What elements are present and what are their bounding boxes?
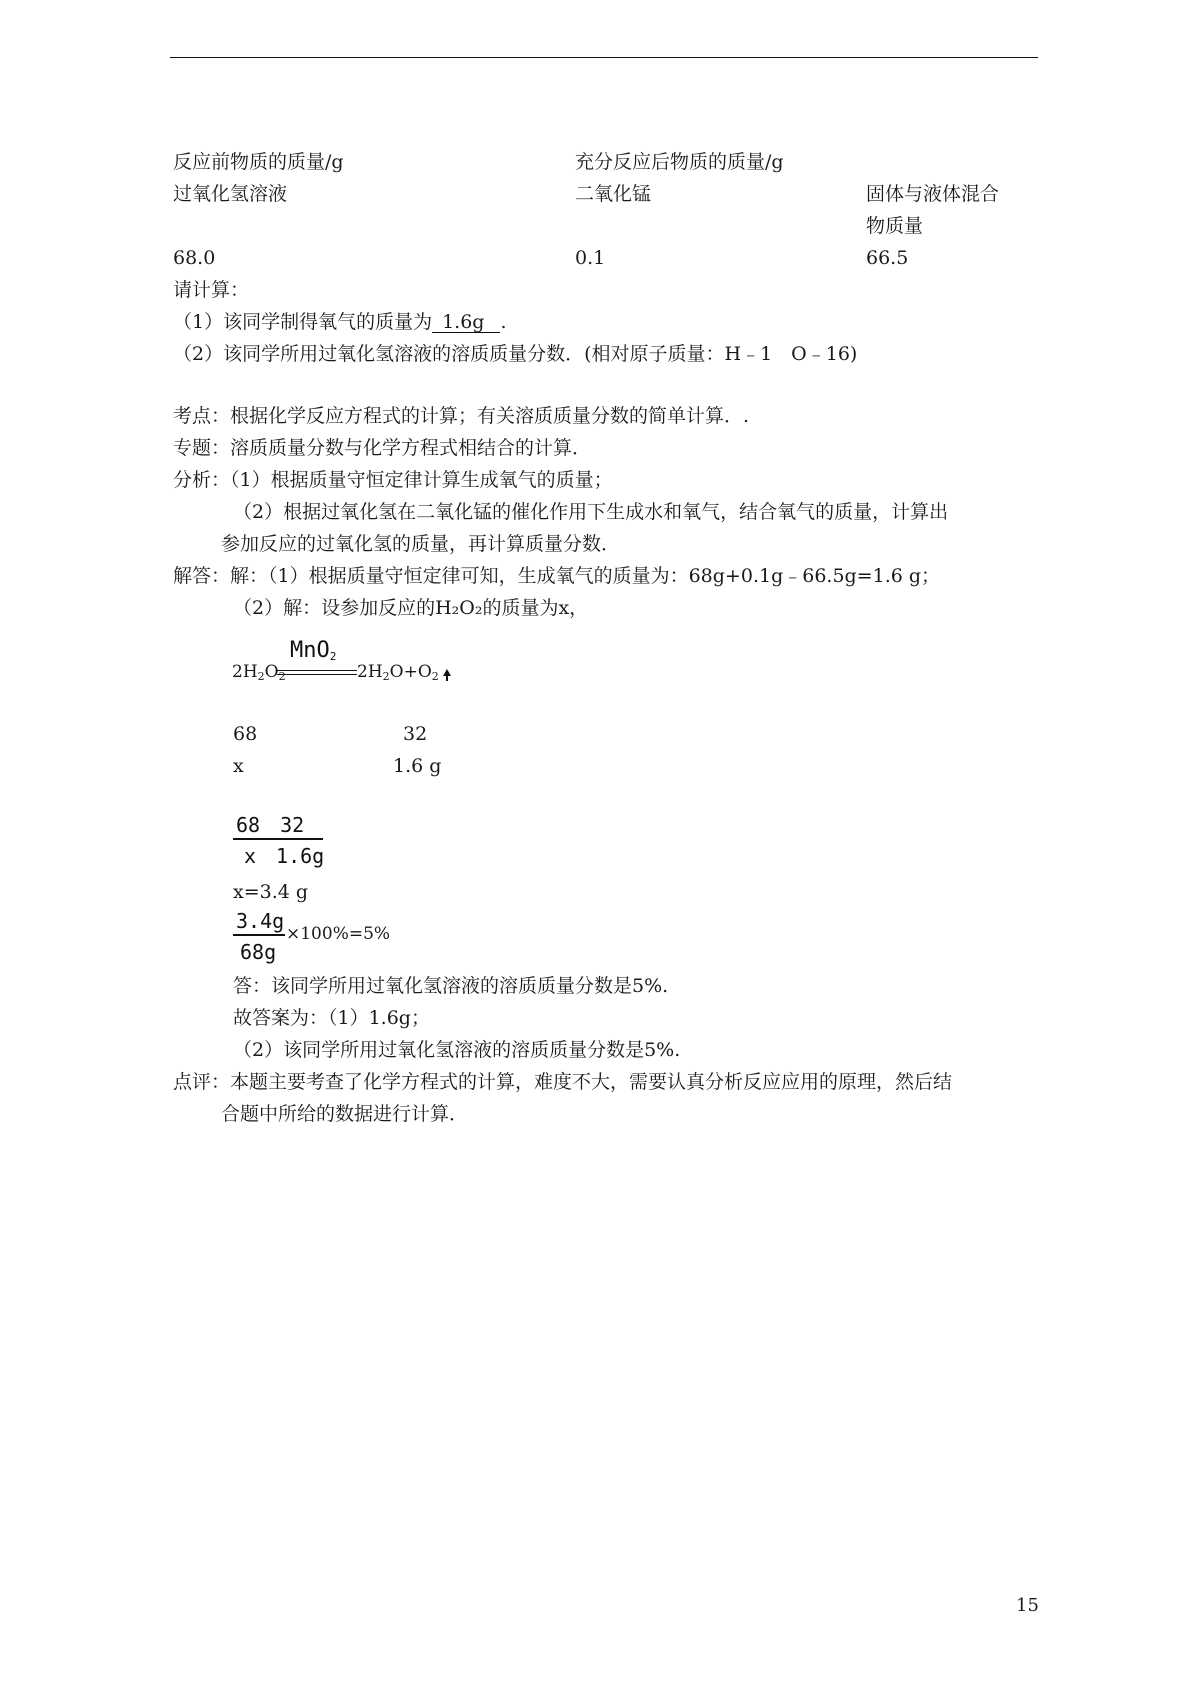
page-number: 15: [1016, 1595, 1039, 1616]
fenxi-2b: 参加反应的过氧化氢的质量，再计算质量分数．: [221, 533, 621, 555]
dianping-1: 点评：本题主要考查了化学方程式的计算，难度不大，需要认真分析反应应用的原理，然后结: [173, 1071, 953, 1093]
percent-fraction-bar: [233, 934, 285, 936]
question-2: （2）该同学所用过氧化氢溶液的溶质质量分数．(相对原子质量：H﹣1 O﹣16): [173, 343, 858, 365]
question-1-answer: 1.6g: [432, 312, 500, 333]
jieda-2: （2）解：设参加反应的H₂O₂的质量为x，: [233, 597, 589, 619]
answer-guda-1: 故答案为：（1）1.6g；: [233, 1007, 430, 1029]
ratio-row2-right: 1.6 g: [393, 755, 442, 777]
ratio-row2-left: x: [233, 755, 244, 777]
ratio-row1-right: 32: [403, 723, 428, 745]
gas-arrow-stem: [446, 672, 448, 681]
fenxi-2a: （2）根据过氧化氢在二氧化锰的催化作用下生成水和氧气，结合氧气的质量，计算出: [233, 501, 949, 523]
table-col3-value: 66.5: [866, 247, 909, 269]
reaction-line-top: [277, 670, 357, 671]
table-header-before: 反应前物质的质量/g: [173, 151, 344, 173]
catalyst-label: MnO$_2$: [290, 638, 337, 663]
answer-guda-2: （2）该同学所用过氧化氢溶液的溶质质量分数是5%.: [233, 1039, 681, 1061]
question-1-suffix: .: [500, 311, 507, 333]
proportion-denominator: x 1.6g: [244, 844, 325, 868]
question-prompt: 请计算：: [173, 279, 250, 301]
table-col3-name-line2: 物质量: [866, 215, 924, 237]
ratio-row1-left: 68: [233, 723, 258, 745]
percent-numerator: 3.4g: [236, 909, 285, 933]
equation-reactant: $2H_2O_2$: [232, 662, 286, 683]
table-col3-name-line1: 固体与液体混合: [866, 183, 1000, 205]
fenxi-1: 分析：（1）根据质量守恒定律计算生成氧气的质量；: [173, 469, 613, 491]
jieda-1: 解答：解：（1）根据质量守恒定律可知，生成氧气的质量为：68g+0.1g﹣66.5g=1.6 g；: [173, 565, 941, 587]
header-rule: [170, 57, 1038, 58]
table-col2-value: 0.1: [575, 247, 606, 269]
table-col1-name: 过氧化氢溶液: [173, 183, 288, 205]
zhuanti: 专题：溶质质量分数与化学方程式相结合的计算．: [173, 437, 592, 459]
table-col2-name: 二氧化锰: [575, 183, 652, 205]
table-col1-value: 68.0: [173, 247, 216, 269]
x-result: x=3.4 g: [233, 881, 309, 903]
equation-products: $2H_2O+O_2$: [357, 660, 448, 689]
reaction-line-bottom: [277, 674, 357, 675]
percent-result: ×100%=5%: [286, 924, 391, 944]
proportion-numerator: 68 32: [236, 813, 305, 837]
percent-denominator: 68g: [240, 940, 277, 964]
answer-da: 答：该同学所用过氧化氢溶液的溶质质量分数是5%.: [233, 975, 669, 997]
question-1-prefix: （1）该同学制得氧气的质量为: [173, 311, 433, 333]
proportion-fraction-bar: [233, 838, 323, 840]
dianping-2: 合题中所给的数据进行计算．: [221, 1103, 469, 1125]
table-header-after: 充分反应后物质的质量/g: [575, 151, 784, 173]
question-1: [173, 310, 507, 334]
kaodian: 考点：根据化学反应方程式的计算；有关溶质质量分数的简单计算．.: [173, 405, 750, 427]
